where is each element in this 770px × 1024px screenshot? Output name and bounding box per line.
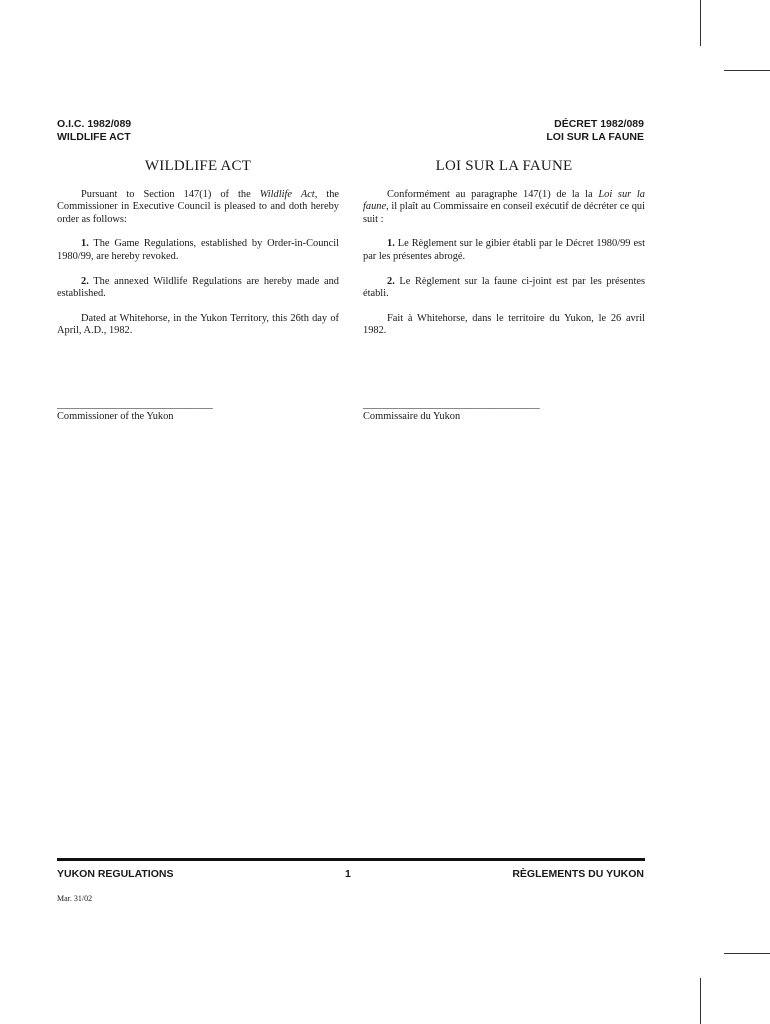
english-section-1 <box>57 238 339 263</box>
english-act-name: Wildlife Act <box>259 188 315 200</box>
header-oic: O.I.C. 1982/089 <box>57 118 132 130</box>
english-dated: Dated at Whitehorse, in the Yukon Territory, this 26th day of April, A.D., 1982. <box>57 312 339 337</box>
crop-mark-top-right <box>724 70 770 71</box>
footer-rule <box>57 858 645 861</box>
english-section-2 <box>57 276 339 301</box>
english-section-1-text: The Game Regulations, established by Order-in-Council 1980/99, are hereby revoked. <box>57 238 339 262</box>
french-section-1 <box>363 238 645 263</box>
english-section-2-text: The annexed Wildlife Regulations are hereby made and established. <box>57 275 339 300</box>
english-column <box>57 160 339 350</box>
english-preamble-rest: , the Commissioner in Executive Council is pleased to and doth hereby order as follows: <box>57 188 339 225</box>
french-section-1-text: Le Règlement sur le gibier établi par le Décret 1980/99 est par les présentes abrogé. <box>363 238 645 262</box>
french-act-name: Loi sur la faune <box>363 188 645 213</box>
french-signature-line: __________________________________ <box>363 399 540 410</box>
french-section-1-number: 1. <box>387 238 395 250</box>
french-column <box>363 160 645 350</box>
revision-date: Mar. 31/02 <box>57 894 93 903</box>
english-section-1-number: 1. <box>81 238 89 250</box>
header-right <box>546 118 644 144</box>
english-signature-label: Commissioner of the Yukon <box>57 411 174 422</box>
french-section-2-number: 2. <box>387 275 395 287</box>
french-title: LOI SUR LA FAUNE <box>435 158 573 174</box>
header-act-en: WILDLIFE ACT <box>57 131 131 143</box>
english-preamble <box>57 189 339 227</box>
french-signature <box>363 399 540 423</box>
header-act-fr: LOI SUR LA FAUNE <box>546 131 644 143</box>
english-preamble-text: Pursuant to Section 147(1) of the <box>81 188 260 200</box>
footer-left: YUKON REGULATIONS <box>57 868 174 880</box>
english-signature-line: ______________________________ <box>57 399 213 410</box>
english-title: WILDLIFE ACT <box>144 158 252 174</box>
crop-mark-bottom <box>700 978 701 1024</box>
crop-mark-top <box>700 0 701 46</box>
french-preamble-text: Conformément au paragraphe 147(1) de la la <box>387 188 599 200</box>
page-number: 1 <box>345 868 351 880</box>
french-section-2-text: Le Règlement sur la faune ci-joint est par les présentes établi. <box>363 275 645 300</box>
french-dated: Fait à Whitehorse, dans le territoire du Yukon, le 26 avril 1982. <box>363 312 645 337</box>
english-section-2-number: 2. <box>81 275 89 287</box>
french-section-2 <box>363 276 645 301</box>
french-preamble <box>363 189 645 227</box>
crop-mark-bottom-right <box>724 953 770 954</box>
header-left <box>57 118 131 144</box>
header-decret: DÉCRET 1982/089 <box>554 118 644 130</box>
english-signature <box>57 399 213 423</box>
french-preamble-rest: , il plaît au Commissaire en conseil exécutif de décréter ce qui suit : <box>363 201 645 225</box>
french-signature-label: Commissaire du Yukon <box>363 411 461 422</box>
footer-right: RÈGLEMENTS DU YUKON <box>512 868 644 880</box>
